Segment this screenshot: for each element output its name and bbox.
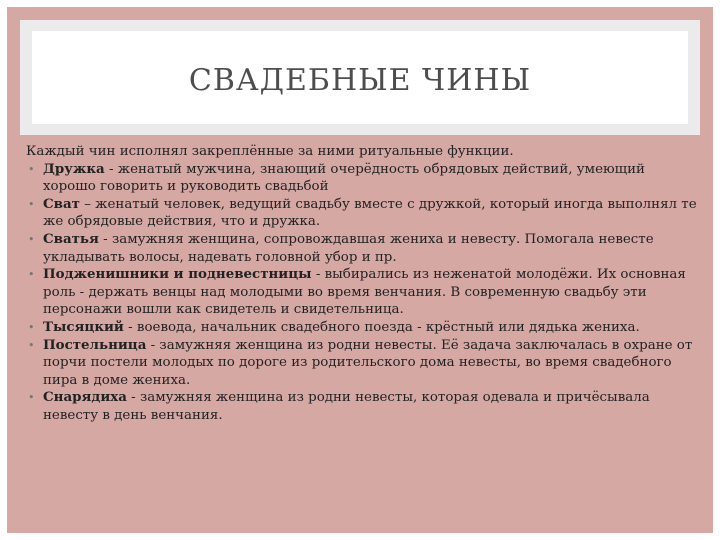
item-term: Снарядиха xyxy=(43,389,127,406)
item-term: Дружка xyxy=(43,160,105,177)
item-term: Сватья xyxy=(43,230,99,247)
slide xyxy=(7,7,713,533)
list-item xyxy=(26,389,698,424)
list-item xyxy=(26,266,698,319)
item-term: Сват xyxy=(43,195,80,212)
item-description: - воевода, начальник свадебного поезда - крёстный или дядька жениха. xyxy=(123,319,640,335)
item-term: Постельница xyxy=(43,336,147,353)
list-item xyxy=(26,161,698,196)
item-term: Подженишники и подневестницы xyxy=(43,266,312,283)
item-description: - замужняя женщина из родни невесты. Её задача заключалась в охране от порчи постели молодых по дороге из родительского дома невесты, во время свадебного пира в доме жениха. xyxy=(43,337,693,388)
bullet-list xyxy=(26,161,698,425)
bullet-icon: • xyxy=(28,320,35,334)
list-item xyxy=(26,319,698,337)
slide-title: СВАДЕБНЫЕ ЧИНЫ xyxy=(188,63,532,98)
item-term: Тысяцкий xyxy=(43,318,124,335)
item-description: - замужняя женщина из родни невесты, которая одевала и причёсывала невесту в день венчания. xyxy=(43,390,650,423)
item-description: - выбирались из неженатой молодёжи. Их основная роль - держать венцы над молодыми во время венчания. В современную свадьбу эти персонажи вошли как свидетель и свидетельница. xyxy=(43,267,686,318)
title-frame xyxy=(20,20,700,135)
intro-text: Каждый чин исполнял закреплённые за ними ритуальные функции. xyxy=(26,144,514,159)
bullet-icon: • xyxy=(28,338,35,352)
bullet-icon: • xyxy=(28,197,35,211)
bullet-icon: • xyxy=(28,162,35,176)
list-item xyxy=(26,196,698,231)
item-description: – женатый человек, ведущий свадьбу вместе с дружкой, который иногда выполнял те же обрядовые действия, что и дружка. xyxy=(43,196,697,230)
list-item xyxy=(26,337,698,390)
title-box xyxy=(32,31,688,124)
item-description: - женатый мужчина, знающий очерёдность обрядовых действий, умеющий хорошо говорить и руководить свадьбой xyxy=(43,161,645,195)
bullet-icon: • xyxy=(28,268,35,282)
item-description: - замужняя женщина, сопровождавшая жениха и невесту. Помогала невесте укладывать волосы, надевать головной убор и пр. xyxy=(43,231,654,265)
bullet-icon: • xyxy=(28,232,35,246)
list-item xyxy=(26,231,698,266)
bullet-icon: • xyxy=(28,391,35,405)
slide-body xyxy=(26,143,698,425)
